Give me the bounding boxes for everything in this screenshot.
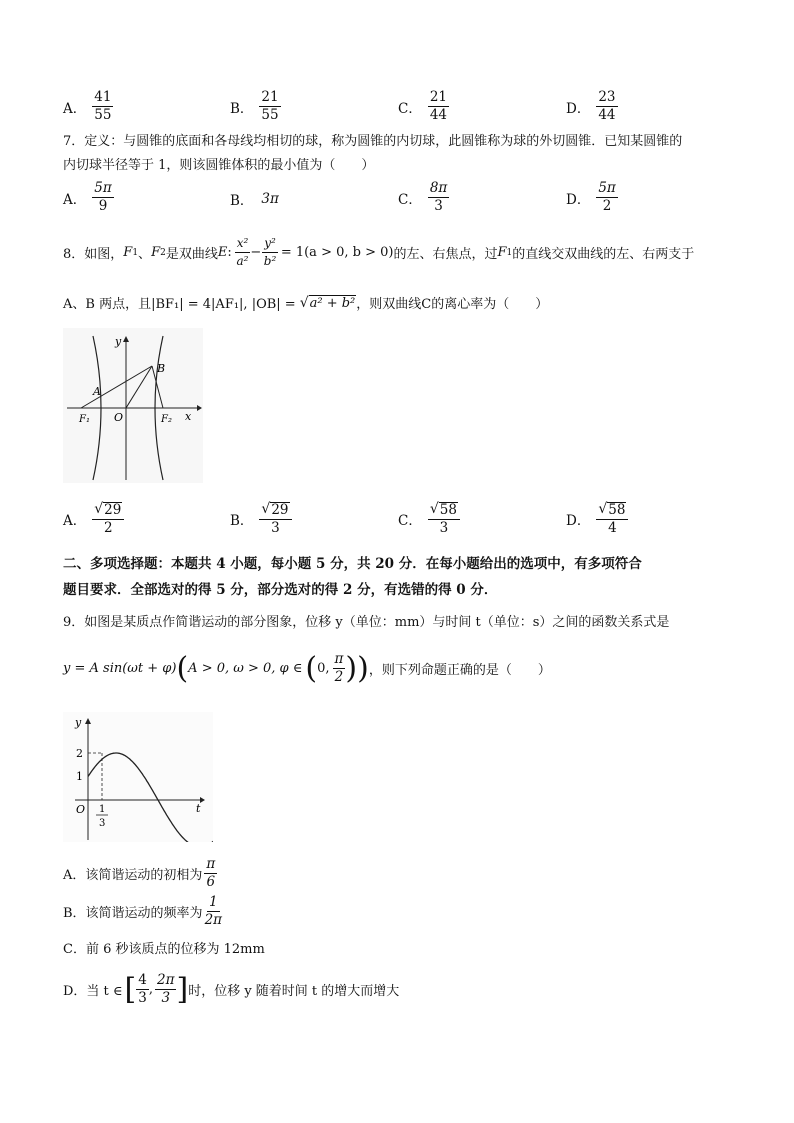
q7-option-c[interactable]: C． $\frac{8\pi}{3}$ [398,180,448,214]
label-one: 1 [76,770,83,783]
q9-option-d-fraction-1: $\frac{4}{3}$ [138,972,147,1006]
label-y: y [75,716,82,729]
q7-text-line2: 内切球半径等于 1，则该圆锥体积的最小值为（ ） [63,158,375,173]
q8-x-fraction: $\frac{\text{x²}}{\text{a²}}$ [236,236,249,268]
section2-heading-line2: 题目要求．全部选对的得 5 分，部分选对的得 2 分，有选错的得 0 分． [63,582,498,598]
q7-option-b[interactable]: B． 3π [230,191,279,209]
label-a: A [93,385,101,398]
label-y: y [115,335,122,348]
q8-option-d[interactable]: D． √ 58 4 [566,502,628,536]
q7-option-a-fraction: $\frac{5\pi}{9}$ [94,180,112,214]
label-f2: F₂ [161,414,172,425]
q9-interval-fraction: $\frac{\pi}{2}$ [334,651,344,685]
q9-option-c[interactable]: C．前 6 秒该质点的位移为 12mm [63,942,265,957]
q9-sine-figure [63,712,213,842]
q9-option-a-fraction: $\frac{\pi}{6}$ [206,856,216,890]
q9-formula-line: y = A sin(ωt + φ) ( A > 0, ω > 0, φ ∈ ( 0, $\frac{\pi}{2}$ ) ) ，则下列命题正确的是（ ） [63,650,551,686]
label-x: x [185,410,192,423]
q6-option-d[interactable]: D． $\frac{23}{44}$ [566,89,616,123]
q6-option-c-fraction: $\frac{21}{44}$ [429,89,448,123]
q9-option-d-fraction-2: $\frac{2\pi}{3}$ [157,972,175,1006]
label-third-den: 3 [99,818,106,829]
q8-option-b[interactable]: B． √ 29 3 [230,502,292,536]
q7-option-a[interactable]: A． $\frac{5\pi}{9}$ [63,180,112,214]
q9-text-line1: 9．如图是某质点作简谐运动的部分图象，位移 y（单位：mm）与时间 t（单位：s）之间的函数关系式是 [63,615,670,630]
q7-option-d-fraction: $\frac{5\pi}{2}$ [598,180,616,214]
q9-option-b-fraction: $\frac{1}{2\pi}$ [204,894,223,928]
q8-option-c[interactable]: C． √ 58 3 [398,502,460,536]
q8-option-c-fraction: √ 58 3 [428,502,460,536]
label-f1: F₁ [79,414,90,425]
q6-option-a-fraction: $\frac{41}{55}$ [94,89,112,123]
figure-background [63,328,203,483]
q6-option-c[interactable]: C． $\frac{21}{44}$ [398,89,448,123]
label-two: 2 [76,747,83,760]
label-o: O [76,803,86,816]
label-b: B [157,362,166,375]
q8-hyperbola-figure [63,328,203,483]
q8-option-b-fraction: √ 29 3 [259,502,291,536]
q8-option-a-fraction: √ 29 2 [92,502,124,536]
label-third-num: 1 [99,804,106,815]
q7-option-d[interactable]: D． $\frac{5\pi}{2}$ [566,180,616,214]
q9-option-a[interactable]: A．该简谐运动的初相为 $\frac{\pi}{6}$ [63,856,216,890]
q7-text-line1: 7．定义：与圆锥的底面和各母线均相切的球，称为圆锥的内切球，此圆锥称为球的外切圆锥．已知某圆锥的 [63,134,683,149]
q8-option-d-fraction: √ 58 4 [596,502,628,536]
q9-option-d[interactable]: D．当 t ∈ [ $\frac{4}{3}$ , $\frac{2\pi}{3}$ ] 时，位移 y 随着时间 t 的增大而增大 [63,971,400,1007]
q6-option-d-fraction: $\frac{23}{44}$ [598,89,616,123]
q6-option-a[interactable]: A． $\frac{41}{55}$ [63,89,112,123]
q8-option-a[interactable]: A． √ 29 2 [63,502,124,536]
q8-text-line2: A、B 两点，且|BF₁| = 4|AF₁|, |OB| = √ a² + b² ，则双曲线C的离心率为（ ） [63,294,549,312]
q8-y-fraction: $\frac{\text{y²}}{\text{b²}}$ [263,236,277,268]
figure-background [63,712,213,842]
label-t: t [196,802,201,815]
q6-option-b[interactable]: B． $\frac{21}{55}$ [230,89,279,123]
q8-text-line1: 8．如图， F 1 、 F 2 是双曲线 E : $\frac{\text{x²}}{\text{a²}}$ − $\frac{\text{y²}}{\text{b²}}$ = 1(a > 0, b > 0) 的左、右焦点，过 F 1 的直线交双曲线的左、右两支于 [63,236,695,268]
q9-option-b[interactable]: B．该简谐运动的频率为 $\frac{1}{2\pi}$ [63,894,223,928]
section2-heading-line1: 二、多项选择题：本题共 4 小题，每小题 5 分，共 20 分．在每小题给出的选项中，有多项符合 [63,556,642,572]
q6-option-b-fraction: $\frac{21}{55}$ [261,89,279,123]
label-o: O [114,411,124,424]
q7-option-c-fraction: $\frac{8\pi}{3}$ [429,180,448,214]
q8-sqrt: √ a² + b² [299,294,356,311]
